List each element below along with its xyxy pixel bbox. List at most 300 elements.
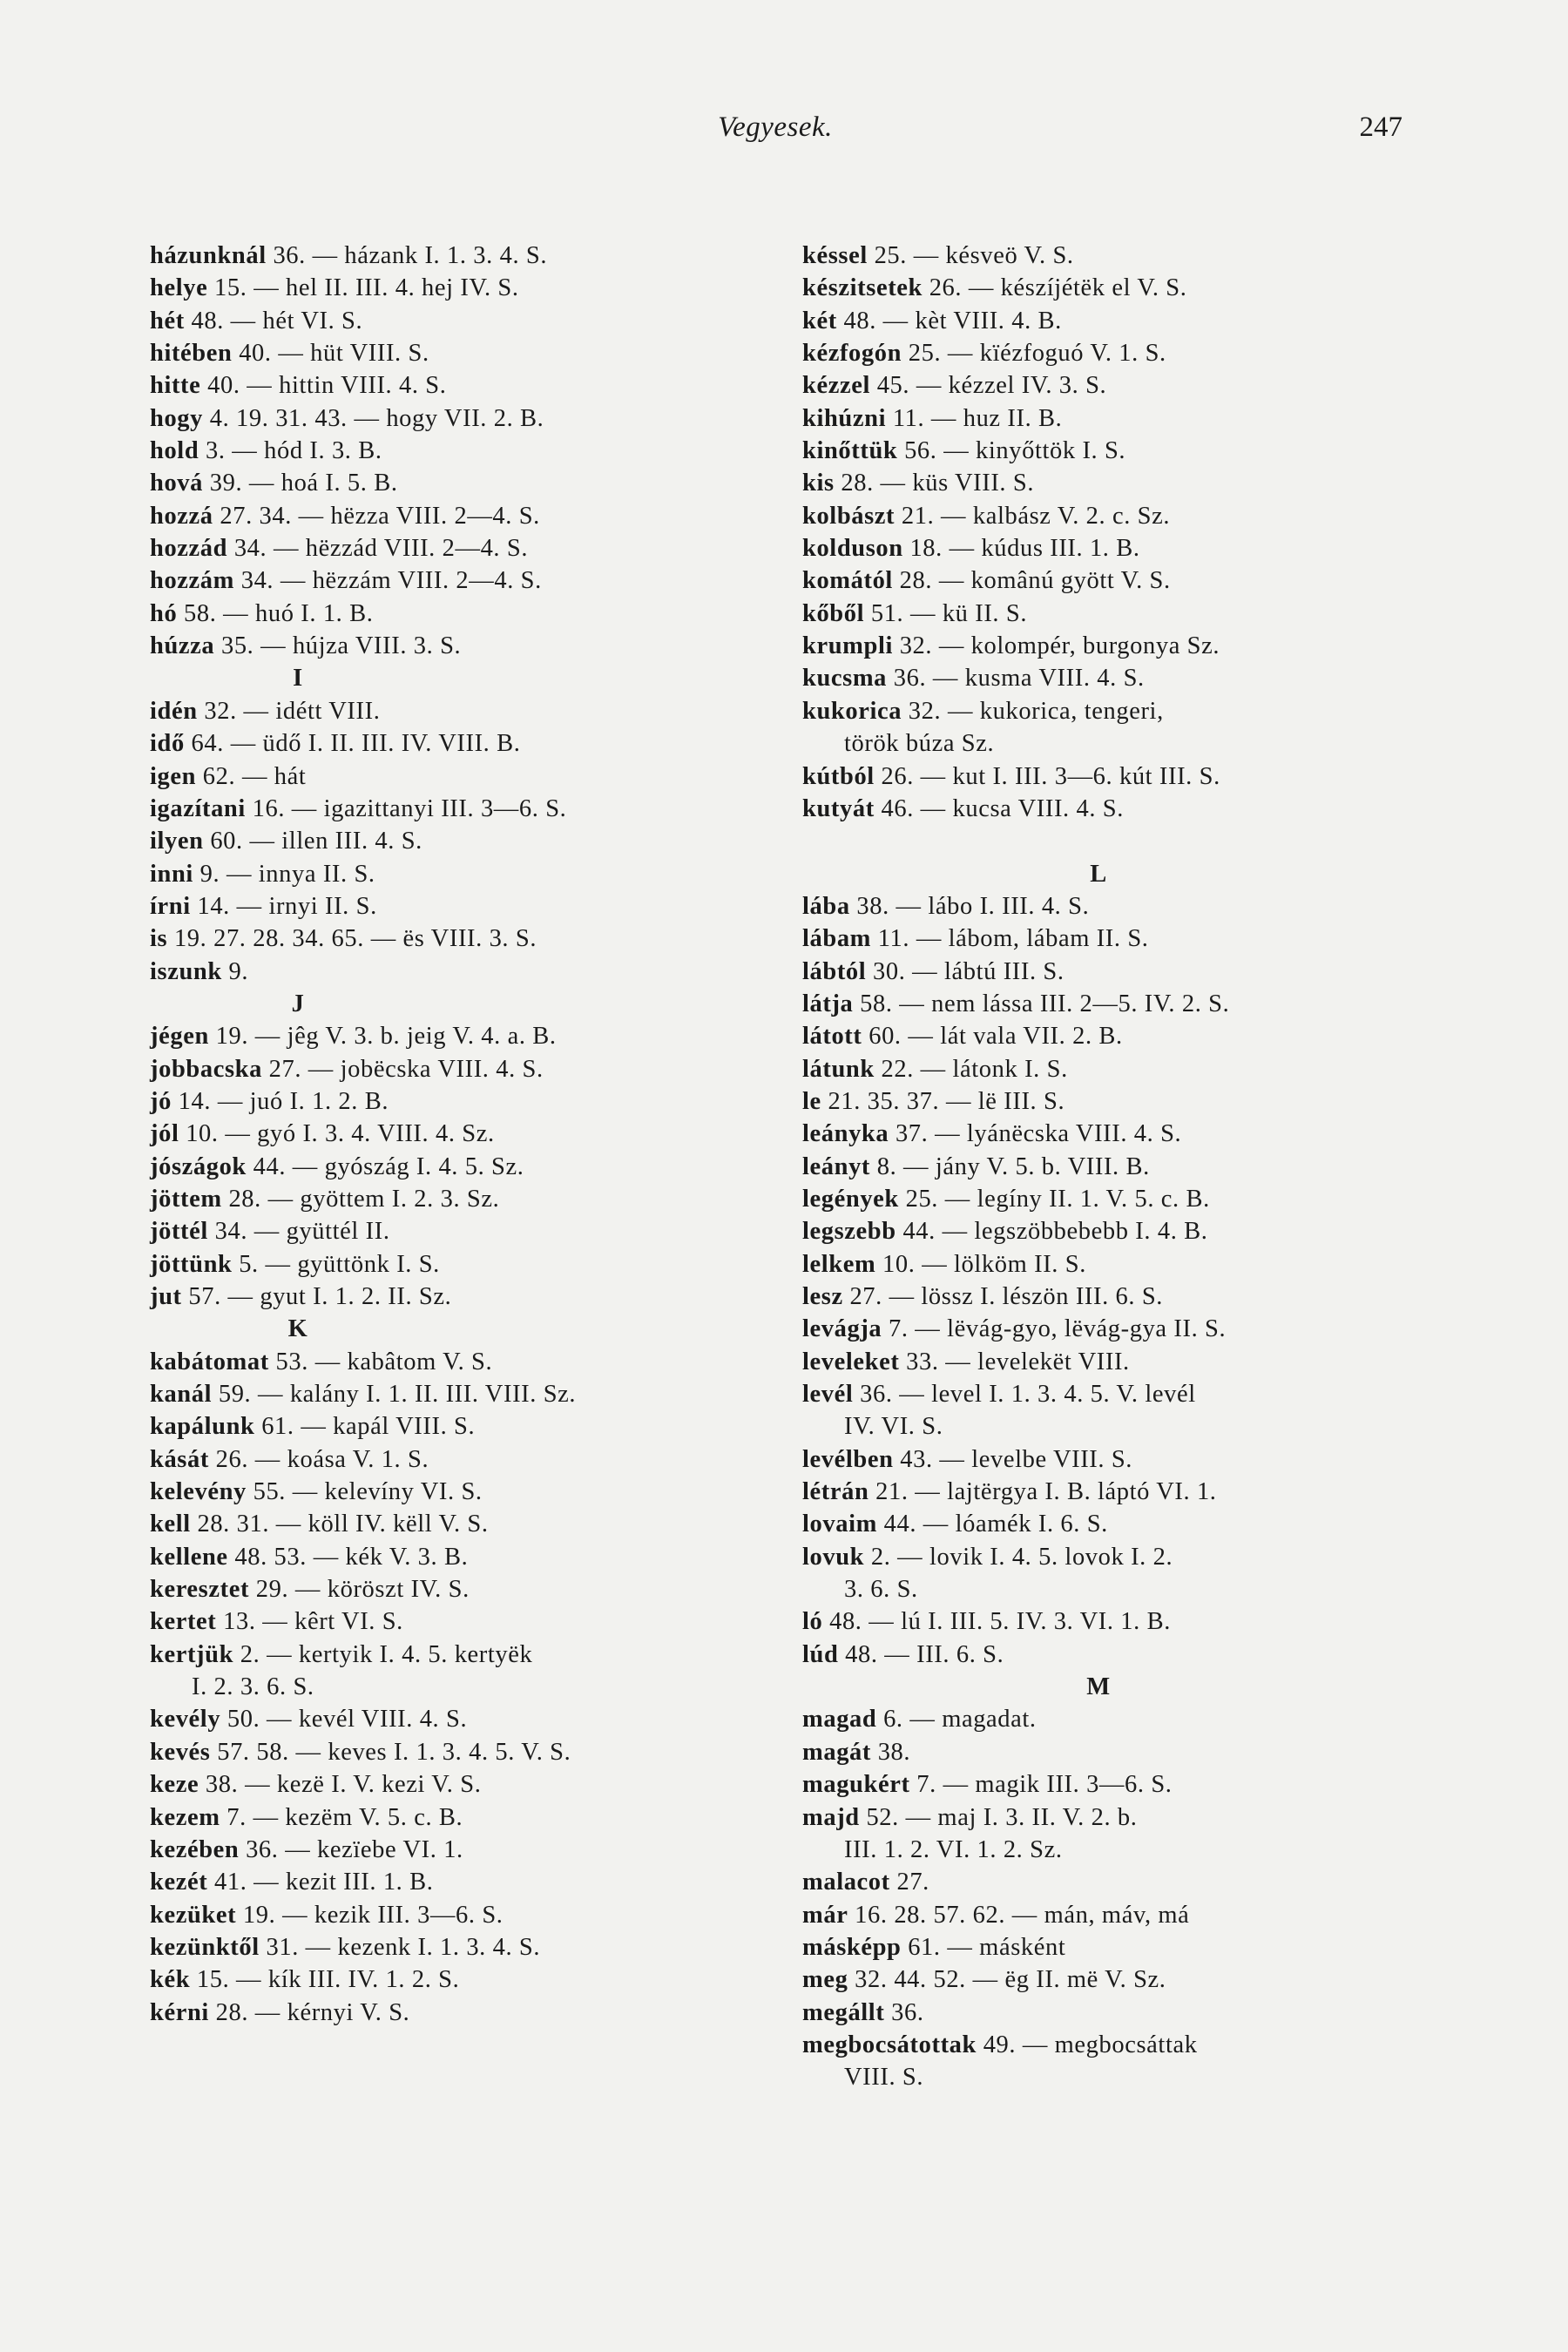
entry-dialect-forms: 38. — kezë I. V. kezi V. S. — [199, 1771, 482, 1799]
entry-headword: kanál — [150, 1381, 213, 1409]
entry-headword: kezében — [150, 1835, 240, 1863]
entry-headword: hogy — [150, 404, 204, 432]
entry-continuation: török búza Sz. — [844, 730, 995, 758]
entry-dialect-forms: 11. — lábom, lábam II. S. — [871, 925, 1149, 953]
entry-headword: levél — [802, 1381, 854, 1409]
entry-headword: hozzád — [150, 535, 228, 563]
entry-headword: írni — [150, 892, 191, 920]
dictionary-entry — [150, 1410, 760, 1443]
entry-dialect-forms: 35. — hújza VIII. 3. S. — [214, 632, 462, 660]
dictionary-entry — [802, 1183, 1412, 1215]
dictionary-entry — [802, 272, 1412, 304]
entry-dialect-forms: 15. — hel II. III. 4. hej IV. S. — [207, 274, 519, 302]
entry-dialect-forms: 10. — lölköm II. S. — [875, 1250, 1086, 1278]
dictionary-entry — [150, 1281, 760, 1313]
entry-headword: jöttél — [150, 1218, 208, 1246]
entry-headword: jól — [150, 1120, 179, 1148]
dictionary-entry — [802, 630, 1412, 662]
entry-headword: helye — [150, 274, 208, 302]
entry-headword: kútból — [802, 762, 875, 790]
dictionary-entry — [802, 1476, 1412, 1508]
page-header — [148, 112, 1402, 155]
section-letter: M — [1086, 1673, 1111, 1701]
entry-dialect-forms: 28. — komânú gyött V. S. — [892, 567, 1171, 595]
entry-headword: iszunk — [150, 957, 222, 985]
entry-headword: hó — [150, 599, 178, 627]
entry-headword: jöttünk — [150, 1250, 233, 1278]
entry-dialect-forms: 48. — hét VI. S. — [184, 307, 363, 335]
entry-dialect-forms: 6. — magadat. — [876, 1706, 1037, 1734]
entry-headword: kapálunk — [150, 1413, 255, 1441]
entry-dialect-forms: 59. — kalány I. 1. II. III. VIII. Sz. — [212, 1381, 577, 1409]
entry-dialect-forms: 26. — koása V. 1. S. — [208, 1445, 429, 1473]
entry-dialect-forms: 19. — kezik III. 3—6. S. — [236, 1901, 504, 1929]
entry-dialect-forms: 48. — lú I. III. 5. IV. 3. VI. 1. B. — [822, 1608, 1171, 1636]
dictionary-entry — [802, 435, 1412, 467]
dictionary-entry — [150, 1085, 760, 1118]
entry-dialect-forms: 26. — kut I. III. 3—6. kút III. S. — [874, 762, 1220, 790]
entry-dialect-forms: 36. — [884, 1998, 924, 2026]
dictionary-entry — [150, 1248, 760, 1281]
entry-dialect-forms: 21. — kalbász V. 2. c. Sz. — [895, 502, 1171, 530]
entry-headword: hová — [150, 470, 204, 497]
entry-dialect-forms: 60. — illen III. 4. S. — [203, 828, 422, 855]
dictionary-entry — [802, 760, 1412, 793]
entry-headword: készitsetek — [802, 274, 923, 302]
entry-dialect-forms: 7. — kezëm V. 5. c. B. — [220, 1803, 463, 1831]
entry-dialect-forms: 36. — level I. 1. 3. 4. 5. V. levél — [853, 1381, 1196, 1409]
entry-headword: két — [802, 307, 837, 335]
dictionary-entry — [802, 1443, 1412, 1476]
dictionary-entry — [150, 467, 760, 499]
entry-dialect-forms: 14. — irnyi II. S. — [190, 892, 377, 920]
dictionary-entry — [150, 598, 760, 630]
entry-dialect-forms: 13. — kêrt VI. S. — [216, 1608, 403, 1636]
entry-dialect-forms: 16. — igazittanyi III. 3—6. S. — [245, 794, 567, 822]
entry-headword: levágja — [802, 1315, 882, 1343]
dictionary-entry — [150, 1768, 760, 1801]
entry-headword: keze — [150, 1771, 199, 1799]
entry-dialect-forms: 27. — jobëcska VIII. 4. S. — [261, 1055, 544, 1083]
entry-dialect-forms: 64. — üdő I. II. III. IV. VIII. B. — [184, 730, 521, 758]
entry-dialect-forms: 37. — lyánëcska VIII. 4. S. — [889, 1120, 1182, 1148]
entry-dialect-forms: 28. — kérnyi V. S. — [208, 1998, 410, 2026]
entry-continuation: III. 1. 2. VI. 1. 2. Sz. — [844, 1835, 1063, 1863]
dictionary-entry — [150, 1573, 760, 1605]
entry-dialect-forms: 32. — kukorica, tengeri, — [902, 697, 1164, 725]
dictionary-entry — [150, 272, 760, 304]
dictionary-entry — [150, 1508, 760, 1540]
entry-headword: lelkem — [802, 1250, 876, 1278]
entry-dialect-forms: 43. — levelbe VIII. S. — [893, 1445, 1133, 1473]
entry-dialect-forms: 50. — kevél VIII. 4. S. — [220, 1706, 468, 1734]
entry-dialect-forms: 10. — gyó I. 3. 4. VIII. 4. Sz. — [179, 1120, 495, 1148]
entry-headword: idén — [150, 697, 198, 725]
entry-headword: kézzel — [802, 372, 870, 400]
entry-headword: legszebb — [802, 1218, 896, 1246]
entry-dialect-forms: 25. — kïézfoguó V. 1. S. — [902, 340, 1166, 368]
entry-headword: lesz — [802, 1283, 843, 1310]
entry-dialect-forms: 33. — levelekët VIII. — [899, 1348, 1130, 1375]
entry-dialect-forms: 34. — gyüttél II. — [207, 1218, 390, 1246]
entry-dialect-forms: 14. — juó I. 1. 2. B. — [171, 1087, 389, 1115]
entry-dialect-forms: 22. — látonk I. S. — [874, 1055, 1068, 1083]
entry-headword: idő — [150, 730, 185, 758]
dictionary-entry — [150, 305, 760, 337]
entry-headword: leányka — [802, 1120, 889, 1148]
entry-dialect-forms: 62. — hát — [196, 762, 307, 790]
entry-dialect-forms: 8. — jány V. 5. b. VIII. B. — [870, 1152, 1150, 1180]
dictionary-entry — [802, 1931, 1412, 1963]
dictionary-entry — [150, 1378, 760, 1410]
dictionary-entry — [150, 1963, 760, 1996]
entry-dialect-forms: 41. — kezit III. 1. B. — [207, 1869, 434, 1896]
entry-headword: jobbacska — [150, 1055, 262, 1083]
entry-dialect-forms: 21. — lajtërgya I. B. láptó VI. 1. — [868, 1478, 1217, 1506]
entry-headword: kevély — [150, 1706, 221, 1734]
dictionary-entry — [150, 825, 760, 857]
entry-dialect-forms: 38. — lábo I. III. 4. S. — [849, 892, 1090, 920]
dictionary-entry — [150, 1834, 760, 1866]
entry-headword: malacot — [802, 1869, 890, 1896]
blank-line — [802, 825, 1412, 857]
entry-dialect-forms: 61. — másként — [901, 1933, 1066, 1961]
running-title: Vegyesek. — [718, 112, 833, 143]
entry-dialect-forms: 4. 19. 31. 43. — hogy VII. 2. B. — [203, 404, 544, 432]
entry-dialect-forms: 28. — küs VIII. S. — [834, 470, 1035, 497]
entry-headword: igazítani — [150, 794, 246, 822]
entry-dialect-forms: 34. — hëzzád VIII. 2—4. S. — [227, 535, 529, 563]
entry-dialect-forms: 58. — huó I. 1. B. — [177, 599, 374, 627]
dictionary-entry — [802, 1281, 1412, 1313]
dictionary-entry — [150, 1639, 760, 1671]
dictionary-entry — [150, 695, 760, 727]
entry-headword: késsel — [802, 242, 868, 269]
entry-headword: hold — [150, 437, 199, 465]
entry-headword: kását — [150, 1445, 209, 1473]
dictionary-entry — [150, 564, 760, 597]
dictionary-entry — [802, 1151, 1412, 1183]
entry-dialect-forms: 36. — kusma VIII. 4. S. — [887, 665, 1145, 693]
dictionary-entry — [150, 760, 760, 793]
entry-headword: kertjük — [150, 1640, 234, 1668]
entry-dialect-forms: 53. — kabâtom V. S. — [268, 1348, 493, 1375]
entry-headword: magukért — [802, 1771, 910, 1799]
entry-dialect-forms: 39. — hoá I. 5. B. — [203, 470, 398, 497]
entry-dialect-forms: 19. 27. 28. 34. 65. — ës VIII. 3. S. — [167, 925, 537, 953]
dictionary-entry — [802, 1963, 1412, 1996]
entry-dialect-forms: 56. — kinyőttök I. S. — [897, 437, 1126, 465]
dictionary-entry — [802, 564, 1412, 597]
dictionary-entry — [150, 1736, 760, 1768]
dictionary-entry — [802, 240, 1412, 272]
dictionary-entry — [802, 1313, 1412, 1345]
entry-headword: látunk — [802, 1055, 875, 1083]
entry-dialect-forms: 2. — kertyik I. 4. 5. kertyëk — [233, 1640, 533, 1668]
entry-continuation: VIII. S. — [844, 2064, 924, 2092]
entry-dialect-forms: 44. — lóamék I. 6. S. — [876, 1511, 1108, 1538]
dictionary-entry — [802, 500, 1412, 532]
entry-headword: lúd — [802, 1640, 839, 1668]
entry-headword: jut — [150, 1283, 182, 1310]
entry-headword: hitében — [150, 340, 233, 368]
entry-dialect-forms: 40. — hittin VIII. 4. S. — [200, 372, 447, 400]
entry-headword: másképp — [802, 1933, 902, 1961]
dictionary-entry — [150, 858, 760, 890]
entry-dialect-forms: 44. — legszöbbebebb I. 4. B. — [896, 1218, 1208, 1246]
dictionary-entry — [150, 402, 760, 435]
entry-dialect-forms: 48. — III. 6. S. — [838, 1640, 1004, 1668]
dictionary-entry — [802, 1215, 1412, 1247]
dictionary-entry — [802, 402, 1412, 435]
entry-dialect-forms: 36. — kezïebe VI. 1. — [239, 1835, 463, 1863]
dictionary-entry — [802, 1703, 1412, 1735]
dictionary-entry — [802, 1085, 1412, 1118]
dictionary-entry — [150, 1215, 760, 1247]
entry-dialect-forms: 7. — magik III. 3—6. S. — [909, 1771, 1173, 1799]
entry-dialect-forms: 27. — [889, 1869, 929, 1896]
section-letter: L — [1090, 860, 1107, 888]
dictionary-entry — [802, 1020, 1412, 1052]
dictionary-entry — [150, 500, 760, 532]
entry-dialect-forms: 32. — idétt VIII. — [197, 697, 381, 725]
entry-dialect-forms: 27. — lössz I. lészön III. 6. S. — [842, 1283, 1164, 1310]
entry-headword: már — [802, 1901, 848, 1929]
dictionary-entry — [802, 1997, 1412, 2029]
dictionary-entry — [150, 240, 760, 272]
entry-headword: kutyát — [802, 794, 875, 822]
dictionary-entry — [802, 793, 1412, 825]
dictionary-entry — [802, 890, 1412, 923]
entry-headword: húzza — [150, 632, 215, 660]
dictionary-entry — [802, 662, 1412, 694]
entry-dialect-forms: 31. — kezenk I. 1. 3. 4. S. — [259, 1933, 541, 1961]
section-letter: I — [293, 665, 303, 693]
entry-dialect-forms: 26. — készíjétëk el V. S. — [922, 274, 1187, 302]
dictionary-entry — [150, 956, 760, 988]
dictionary-entry — [802, 369, 1412, 402]
dictionary-entry — [802, 1541, 1412, 1573]
entry-dialect-forms: 46. — kucsa VIII. 4. S. — [874, 794, 1124, 822]
dictionary-entry — [150, 1053, 760, 1085]
dictionary-entry — [802, 695, 1412, 727]
entry-dialect-forms: 34. — hëzzám VIII. 2—4. S. — [234, 567, 542, 595]
entry-dialect-forms: 57. — gyut I. 1. 2. II. Sz. — [181, 1283, 452, 1310]
entry-headword: hét — [150, 307, 185, 335]
dictionary-entry — [150, 435, 760, 467]
entry-headword: lába — [802, 892, 850, 920]
dictionary-entry — [150, 923, 760, 955]
dictionary-entry — [150, 890, 760, 923]
dictionary-entry — [802, 337, 1412, 369]
dictionary-entry — [150, 1801, 760, 1834]
entry-dialect-forms: 38. — [870, 1738, 911, 1766]
dictionary-entry — [802, 1378, 1412, 1410]
entry-dialect-forms: 48. — kèt VIII. 4. B. — [836, 307, 1062, 335]
dictionary-entry — [802, 1346, 1412, 1378]
entry-headword: magad — [802, 1706, 877, 1734]
entry-headword: igen — [150, 762, 197, 790]
entry-dialect-forms: 9. — innya II. S. — [193, 860, 375, 888]
dictionary-entry — [802, 1248, 1412, 1281]
entry-headword: kolbászt — [802, 502, 896, 530]
entry-dialect-forms: 21. 35. 37. — lë III. S. — [821, 1087, 1065, 1115]
entry-headword: kelevény — [150, 1478, 247, 1506]
entry-headword: jó — [150, 1087, 172, 1115]
entry-headword: krumpli — [802, 632, 893, 660]
entry-dialect-forms: 32. 44. 52. — ëg II. më V. Sz. — [848, 1966, 1166, 1994]
entry-headword: lábtól — [802, 957, 867, 985]
dictionary-entry — [802, 1768, 1412, 1801]
dictionary-entry — [150, 1346, 760, 1378]
section-letter: J — [291, 990, 305, 1017]
dictionary-entry — [802, 598, 1412, 630]
entry-dialect-forms: 18. — kúdus III. 1. B. — [902, 535, 1140, 563]
entry-dialect-forms: 30. — lábtú III. S. — [866, 957, 1064, 985]
entry-headword: le — [802, 1087, 821, 1115]
dictionary-entry — [802, 1605, 1412, 1638]
entry-headword: hozzá — [150, 502, 213, 530]
entry-dialect-forms: 3. — hód I. 3. B. — [199, 437, 382, 465]
entry-headword: ló — [802, 1608, 823, 1636]
dictionary-entry — [150, 1151, 760, 1183]
entry-headword: kihúzni — [802, 404, 887, 432]
entry-dialect-forms: 44. — gyószág I. 4. 5. Sz. — [246, 1152, 524, 1180]
entry-headword: kukorica — [802, 697, 902, 725]
dictionary-entry — [802, 1899, 1412, 1931]
entry-headword: kucsma — [802, 665, 888, 693]
entry-headword: jégen — [150, 1023, 209, 1051]
entry-dialect-forms: 45. — kézzel IV. 3. S. — [869, 372, 1107, 400]
dictionary-entry — [150, 1931, 760, 1963]
entry-dialect-forms: 40. — hüt VIII. S. — [232, 340, 429, 368]
entry-dialect-forms: 2. — lovik I. 4. 5. lovok I. 2. — [864, 1543, 1173, 1571]
entry-dialect-forms: 16. 28. 57. 62. — mán, máv, má — [848, 1901, 1190, 1929]
entry-dialect-forms: 27. 34. — hëzza VIII. 2—4. S. — [213, 502, 540, 530]
dictionary-entry — [802, 532, 1412, 564]
entry-headword: majd — [802, 1803, 860, 1831]
page-number: 247 — [1359, 112, 1402, 143]
entry-headword: kabátomat — [150, 1348, 269, 1375]
entry-dialect-forms: 11. — huz II. B. — [886, 404, 1063, 432]
dictionary-entry — [802, 956, 1412, 988]
dictionary-entry — [150, 337, 760, 369]
entry-headword: levélben — [802, 1445, 894, 1473]
dictionary-entry — [150, 727, 760, 760]
dictionary-entry — [150, 1443, 760, 1476]
entry-headword: legények — [802, 1185, 899, 1213]
entry-headword: kezem — [150, 1803, 220, 1831]
entry-dialect-forms: 49. — megbocsáttak — [976, 2031, 1198, 2058]
entry-dialect-forms: 29. — köröszt IV. S. — [249, 1576, 470, 1604]
dictionary-entry — [150, 1866, 760, 1898]
entry-headword: hitte — [150, 372, 201, 400]
entry-headword: kellene — [150, 1543, 228, 1571]
entry-continuation: IV. VI. S. — [844, 1413, 943, 1441]
dictionary-entry — [150, 1183, 760, 1215]
entry-headword: megállt — [802, 1998, 885, 2026]
entry-headword: magát — [802, 1738, 871, 1766]
entry-headword: házunknál — [150, 242, 267, 269]
dictionary-entry — [802, 1118, 1412, 1150]
entry-dialect-forms: 7. — lëvág-gyo, lëvág-gya II. S. — [882, 1315, 1227, 1343]
entry-dialect-forms: 58. — nem lássa III. 2—5. IV. 2. S. — [853, 990, 1230, 1017]
dictionary-entry — [150, 630, 760, 662]
entry-headword: kezét — [150, 1869, 208, 1896]
entry-dialect-forms: 55. — kelevíny VI. S. — [246, 1478, 483, 1506]
dictionary-entry — [150, 1997, 760, 2029]
dictionary-entry — [802, 1639, 1412, 1671]
dictionary-entry — [150, 1476, 760, 1508]
entry-dialect-forms: 57. 58. — keves I. 1. 3. 4. 5. V. S. — [210, 1738, 571, 1766]
entry-dialect-forms: 28. — gyöttem I. 2. 3. Sz. — [221, 1185, 500, 1213]
right-column — [802, 240, 1412, 2094]
dictionary-entry — [802, 1866, 1412, 1898]
entry-dialect-forms: 52. — maj I. 3. II. V. 2. b. — [859, 1803, 1138, 1831]
entry-headword: kezüket — [150, 1901, 237, 1929]
entry-headword: látja — [802, 990, 854, 1017]
entry-dialect-forms: 60. — lát vala VII. 2. B. — [862, 1023, 1123, 1051]
entry-headword: lovaim — [802, 1511, 877, 1538]
entry-headword: jószágok — [150, 1152, 247, 1180]
dictionary-entry — [802, 923, 1412, 955]
entry-headword: hozzám — [150, 567, 234, 595]
dictionary-entry — [802, 1508, 1412, 1540]
entry-dialect-forms: 61. — kapál VIII. S. — [254, 1413, 476, 1441]
entry-headword: kolduson — [802, 535, 903, 563]
dictionary-entry — [802, 467, 1412, 499]
dictionary-entry — [150, 532, 760, 564]
entry-dialect-forms: 19. — jêg V. 3. b. jeig V. 4. a. B. — [208, 1023, 557, 1051]
entry-dialect-forms: 28. 31. — köll IV. këll V. S. — [190, 1511, 489, 1538]
entry-headword: lábam — [802, 925, 872, 953]
entry-headword: kézfogón — [802, 340, 902, 368]
entry-headword: kezünktől — [150, 1933, 260, 1961]
entry-headword: kérni — [150, 1998, 209, 2026]
entry-dialect-forms: 5. — gyüttönk I. S. — [232, 1250, 440, 1278]
entry-dialect-forms: 25. — legíny II. 1. V. 5. c. B. — [898, 1185, 1210, 1213]
entry-dialect-forms: 51. — kü II. S. — [864, 599, 1028, 627]
entry-dialect-forms: 36. — házank I. 1. 3. 4. S. — [266, 242, 548, 269]
dictionary-entry — [150, 793, 760, 825]
entry-headword: kertet — [150, 1608, 217, 1636]
entry-headword: komától — [802, 567, 893, 595]
dictionary-entry — [802, 305, 1412, 337]
entry-continuation: I. 2. 3. 6. S. — [192, 1673, 314, 1701]
dictionary-entry — [802, 2029, 1412, 2061]
dictionary-entry — [150, 1020, 760, 1052]
dictionary-entry — [150, 1703, 760, 1735]
entry-headword: lovuk — [802, 1543, 865, 1571]
entry-headword: is — [150, 925, 168, 953]
entry-dialect-forms: 32. — kolompér, burgonya Sz. — [892, 632, 1220, 660]
entry-dialect-forms: 15. — kík III. IV. 1. 2. S. — [190, 1966, 460, 1994]
dictionary-entry — [150, 1118, 760, 1150]
entry-headword: kőből — [802, 599, 865, 627]
dictionary-entry — [802, 988, 1412, 1020]
entry-headword: megbocsátottak — [802, 2031, 977, 2058]
entry-headword: meg — [802, 1966, 848, 1994]
entry-continuation: 3. 6. S. — [844, 1576, 918, 1604]
entry-headword: kinőttük — [802, 437, 898, 465]
entry-headword: inni — [150, 860, 193, 888]
entry-headword: jöttem — [150, 1185, 222, 1213]
entry-dialect-forms: 9. — [221, 957, 249, 985]
dictionary-entry — [150, 1605, 760, 1638]
entry-headword: kell — [150, 1511, 191, 1538]
entry-dialect-forms: 48. 53. — kék V. 3. B. — [227, 1543, 469, 1571]
entry-headword: kevés — [150, 1738, 211, 1766]
